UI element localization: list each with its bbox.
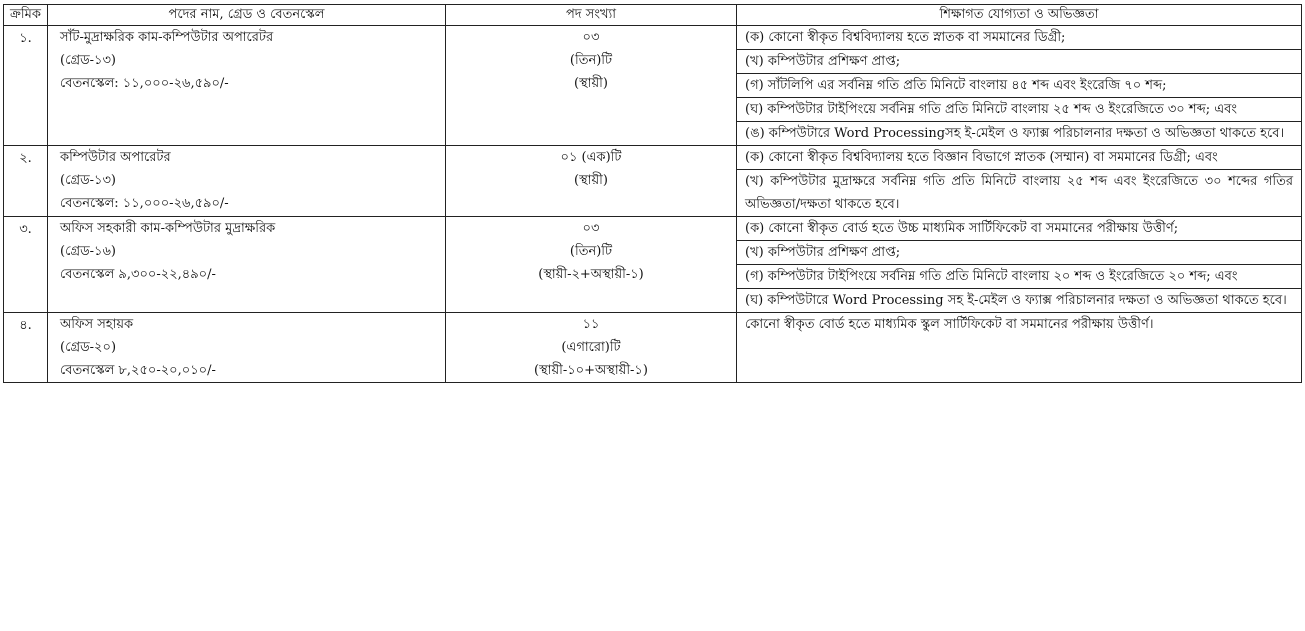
count-number: ০৩: [582, 30, 600, 45]
count-cell: [446, 313, 737, 383]
count-cell: [446, 217, 737, 313]
recruitment-table: [3, 4, 1302, 383]
count-words: (তিন)টি: [569, 244, 613, 259]
header-qualification: শিক্ষাগত যোগ্যতা ও অভিজ্ঞতা: [737, 5, 1302, 26]
table-row: [4, 313, 1302, 383]
qualification-item: (ঘ) কম্পিউটার টাইপিংয়ে সর্বনিম্ন গতি প্রতি মিনিটে বাংলায় ২৫ শব্দ ও ইংরেজিতে ৩০ শব্দ; এবং: [737, 98, 1301, 122]
qualification-item: (গ) কম্পিউটার টাইপিংয়ে সর্বনিম্ন গতি প্রতি মিনিটে বাংলায় ২০ শব্দ ও ইংরেজিতে ২০ শব্দ; এবং: [737, 265, 1301, 289]
qualification-cell: [737, 146, 1302, 217]
count-status: (স্থায়ী-২+অস্থায়ী-১): [538, 267, 644, 282]
qualification-cell: [737, 26, 1302, 146]
qualification-item: (ক) কোনো স্বীকৃত বোর্ড হতে উচ্চ মাধ্যমিক সার্টিফিকেট বা সমমানের পরীক্ষায় উত্তীর্ণ;: [737, 217, 1301, 241]
post-title: অফিস সহায়ক: [60, 317, 134, 332]
post-cell: [48, 217, 446, 313]
count-number: ১১: [582, 317, 600, 332]
count-cell: [446, 26, 737, 146]
post-pay-scale: বেতনস্কেল ৯,৩০০-২২,৪৯০/-: [60, 267, 216, 282]
qualification-item: (ঙ) কম্পিউটারে Word Processingসহ ই-মেইল ও ফ্যাক্স পরিচালনার দক্ষতা ও অভিজ্ঞতা থাকতে হবে।: [745, 126, 1285, 141]
count-status: (স্থায়ী): [574, 76, 608, 91]
serial-cell: ৩.: [4, 217, 48, 313]
post-grade: (গ্রেড-২০): [60, 340, 117, 355]
count-words: (এগারো)টি: [561, 340, 621, 355]
post-pay-scale: বেতনস্কেল: ১১,০০০-২৬,৫৯০/-: [60, 196, 229, 211]
post-grade: (গ্রেড-১৩): [60, 173, 117, 188]
post-pay-scale: বেতনস্কেল ৮,২৫০-২০,০১০/-: [60, 363, 216, 378]
serial-cell: ১.: [4, 26, 48, 146]
qualification-item: (ক) কোনো স্বীকৃত বিশ্ববিদ্যালয় হতে বিজ্ঞান বিভাগে স্নাতক (সম্মান) বা সমমানের ডিগ্রী; এবং: [737, 146, 1301, 170]
post-grade: (গ্রেড-১৩): [60, 53, 117, 68]
count-number: ০১ (এক)টি: [560, 150, 622, 165]
post-pay-scale: বেতনস্কেল: ১১,০০০-২৬,৫৯০/-: [60, 76, 229, 91]
qualification-item: (ঘ) কম্পিউটারে Word Processing সহ ই-মেইল ও ফ্যাক্স পরিচালনার দক্ষতা ও অভিজ্ঞতা থাকতে হবে।: [745, 293, 1287, 308]
table-row: [4, 217, 1302, 313]
post-title: কম্পিউটার অপারেটর: [60, 150, 171, 165]
serial-cell: ৪.: [4, 313, 48, 383]
qualification-item: (খ) কম্পিউটার প্রশিক্ষণ প্রাপ্ত;: [737, 241, 1301, 265]
header-serial: ক্রমিক: [4, 5, 48, 26]
table-row: [4, 26, 1302, 146]
table-row: [4, 146, 1302, 217]
serial-cell: ২.: [4, 146, 48, 217]
header-row: [4, 5, 1302, 26]
post-title: সাঁট-মুদ্রাক্ষরিক কাম-কম্পিউটার অপারেটর: [60, 30, 274, 45]
post-cell: [48, 313, 446, 383]
count-words: (তিন)টি: [569, 53, 613, 68]
count-number: ০৩: [582, 221, 600, 236]
post-grade: (গ্রেড-১৬): [60, 244, 117, 259]
post-cell: [48, 26, 446, 146]
qualification-item: (ক) কোনো স্বীকৃত বিশ্ববিদ্যালয় হতে স্নাতক বা সমমানের ডিগ্রী;: [737, 26, 1301, 50]
post-cell: [48, 146, 446, 217]
count-cell: [446, 146, 737, 217]
qualification-item: কোনো স্বীকৃত বোর্ড হতে মাধ্যমিক স্কুল সার্টিফিকেট বা সমমানের পরীক্ষায় উত্তীর্ণ।: [745, 317, 1154, 332]
post-title: অফিস সহকারী কাম-কম্পিউটার মুদ্রাক্ষরিক: [60, 221, 276, 236]
count-status: (স্থায়ী-১০+অস্থায়ী-১): [534, 363, 648, 378]
header-count: পদ সংখ্যা: [446, 5, 737, 26]
header-post: পদের নাম, গ্রেড ও বেতনস্কেল: [48, 5, 446, 26]
qualification-item: (খ) কম্পিউটার মুদ্রাক্ষরে সর্বনিম্ন গতি প্রতি মিনিটে বাংলায় ২৫ শব্দ এবং ইংরেজিতে ৩০ শব্দের গতির অভিজ্ঞতা/দক্ষতা থাকতে হবে।: [745, 174, 1293, 212]
qualification-cell: [737, 313, 1302, 383]
count-status: (স্থায়ী): [574, 173, 608, 188]
qualification-item: (খ) কম্পিউটার প্রশিক্ষণ প্রাপ্ত;: [737, 50, 1301, 74]
qualification-cell: [737, 217, 1302, 313]
qualification-item: (গ) সাঁটলিপি এর সর্বনিম্ন গতি প্রতি মিনিটে বাংলায় ৪৫ শব্দ এবং ইংরেজি ৭০ শব্দ;: [737, 74, 1301, 98]
